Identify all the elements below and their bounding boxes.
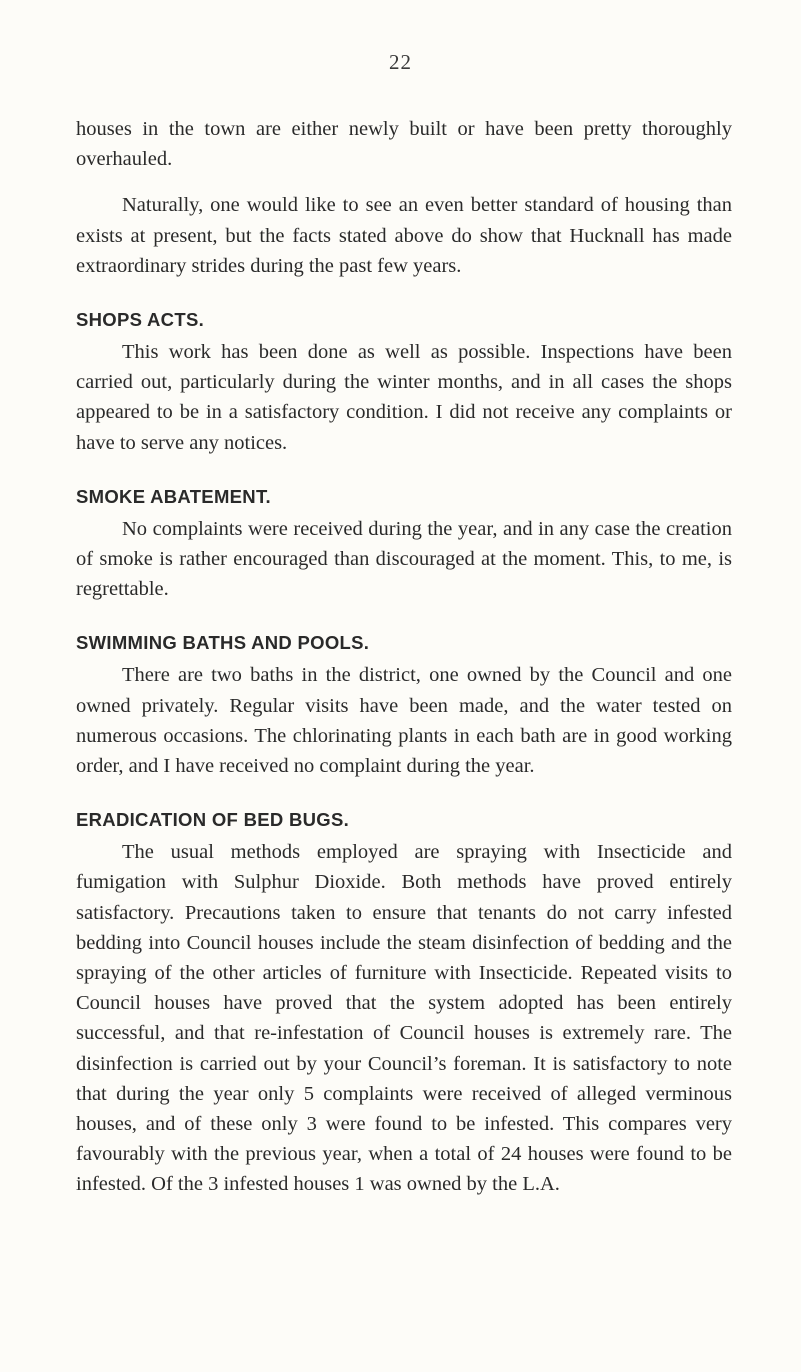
section-bed-bugs: [76, 807, 732, 1199]
section-shops-acts: [76, 307, 732, 458]
section-body: No complaints were received during the year, and in any case the creation of smoke is rather encouraged than discouraged at the moment. This, to me, is regrettable.: [76, 517, 732, 601]
page-content: [76, 114, 732, 1226]
section-swimming-baths: [76, 630, 732, 781]
section-smoke-abatement: [76, 484, 732, 605]
section-body: There are two baths in the district, one owned by the Council and one owned privately. Regular visits have been made, and the water tested on numerous occasions. The chlorinating plants in each bath are in good working order, and I have received no complaint during the year.: [76, 664, 732, 778]
intro-block: [76, 114, 732, 281]
section-body: This work has been done as well as possible. Inspections have been carried out, particularly during the winter months, and in all cases the shops appeared to be in a satisfactory condition. I did not receive any complaints or have to serve any notices.: [76, 341, 732, 454]
section-heading: SHOPS ACTS.: [76, 309, 205, 331]
section-heading: SWIMMING BATHS AND POOLS.: [76, 632, 370, 654]
section-body: The usual methods employed are spraying with Insecticide and fumigation with Sulphur Dioxide. Both methods have proved entirely satisfactory. Precautions taken to ensure that tenants do not carry infested bedding into Council houses include the steam disinfection of bedding and the spraying of the other articles of furniture with Insecticide. Repeated visits to Council houses have proved that the system adopted has been entirely successful, and that re-infestation of Council houses is extremely rare. The disinfection is carried out by your Council’s foreman. It is satisfactory to note that during the year only 5 complaints were received of alleged verminous houses, and of these only 3 were found to be infested. This compares very favourably with the previous year, when a total of 24 houses were found to be infested. Of the 3 infested houses 1 was owned by the L.A.: [76, 841, 732, 1196]
page-number: 22: [389, 50, 412, 74]
section-heading: SMOKE ABATEMENT.: [76, 485, 271, 507]
continuation-paragraph: houses in the town are either newly built or have been pretty thoroughly overhauled.: [76, 118, 732, 171]
intro-paragraph: Naturally, one would like to see an even better standard of housing than exists at present, but the facts stated above do show that Hucknall has made extraordinary strides during the past few years.: [76, 194, 732, 277]
section-heading: ERADICATION OF BED BUGS.: [76, 809, 350, 831]
